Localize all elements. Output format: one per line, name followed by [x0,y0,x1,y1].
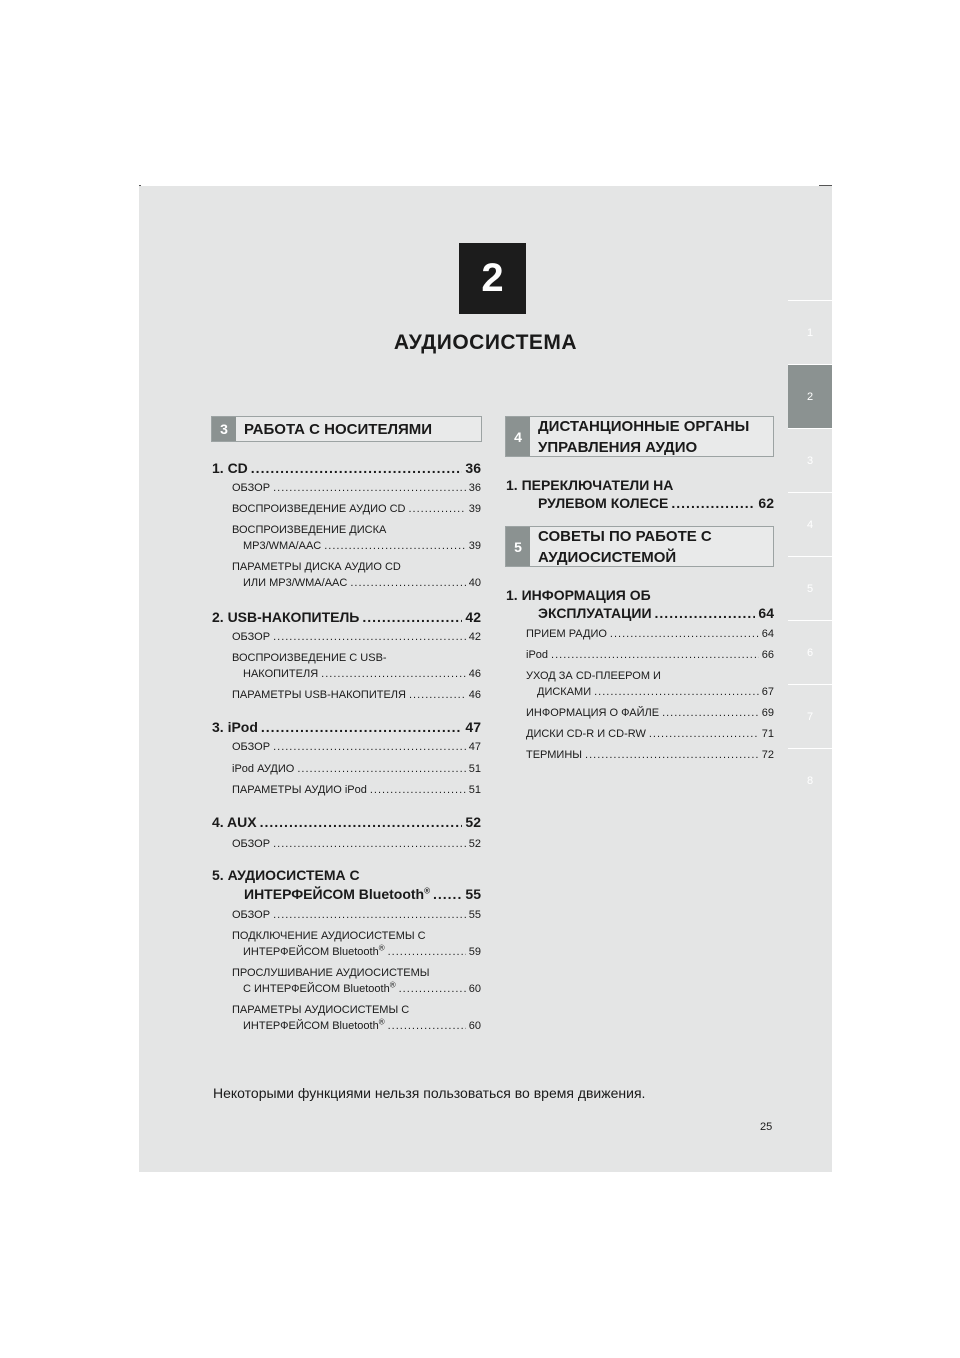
toc-entry-radio[interactable] [526,628,774,640]
entry-page: 47 [465,719,481,735]
entry-page: 39 [468,503,481,515]
leader-dots [399,983,466,995]
toc-entry-bt-listen[interactable] [243,980,481,995]
entry-page: 40 [468,577,481,589]
entry-title: iPod [526,649,549,661]
chapter-title: АУДИОСИСТЕМА [393,331,578,354]
toc-entry-ipod-params[interactable] [232,784,481,796]
toc-entry-file[interactable] [526,707,774,719]
toc-entry-ipod-info[interactable] [526,649,774,661]
entry-title: НАКОПИТЕЛЯ [243,668,319,680]
toc-entry-steer[interactable] [538,495,774,511]
entry-title: 4. AUX [212,814,257,830]
leader-dots [260,814,463,830]
toc-entry-info[interactable] [538,605,774,621]
entry-title: ПАРАМЕТРЫ АУДИО iPod [232,784,367,796]
entry-title: ОБЗОР [232,909,271,921]
toc-entry-cd-overview[interactable] [232,482,481,494]
toc-entry-bt-connect-line1[interactable]: ПОДКЛЮЧЕНИЕ АУДИОСИСТЕМЫ С [232,930,426,942]
entry-title: ОБЗОР [232,482,271,494]
toc-entry-usb-overview[interactable] [232,631,481,643]
toc-entry-cd-params[interactable] [243,577,481,589]
entry-title: ИНФОРМАЦИЯ О ФАЙЛЕ [526,707,660,719]
entry-title: ИНТЕРФЕЙСОМ Bluetooth® [244,886,430,902]
side-tab-5[interactable]: 5 [788,556,832,620]
entry-page: 55 [468,909,481,921]
entry-title: ТЕРМИНЫ [526,749,583,761]
crop-mark-tl [139,185,141,186]
chapter-number-box [459,243,526,314]
entry-title: ДИСКИ CD-R И CD-RW [526,728,646,740]
section-5-header [505,526,774,567]
leader-dots [370,784,466,796]
side-tab-4[interactable]: 4 [788,492,832,556]
entry-title: ИЛИ MP3/WMA/AAC [243,577,348,589]
side-tab-8[interactable]: 8 [788,748,832,812]
entry-title: ОБЗОР [232,631,271,643]
entry-title: 3. iPod [212,719,258,735]
side-tab-7[interactable]: 7 [788,684,832,748]
leader-dots [297,763,465,775]
leader-dots [409,503,466,515]
toc-entry-bt-params-line1[interactable]: ПАРАМЕТРЫ АУДИОСИСТЕМЫ С [232,1004,410,1016]
entry-page: 52 [465,814,481,830]
toc-entry-bt-overview[interactable] [232,909,481,921]
section-title: СОВЕТЫ ПО РАБОТЕ С АУДИОСИСТЕМОЙ [538,527,712,566]
side-tab-6[interactable]: 6 [788,620,832,684]
toc-entry-cd-params-line1[interactable]: ПАРАМЕТРЫ ДИСКА АУДИО CD [232,561,401,573]
side-tab-3[interactable]: 3 [788,428,832,492]
entry-title: ИНТЕРФЕЙСОМ Bluetooth® [243,1017,385,1032]
side-tab-2[interactable]: 2 [788,364,832,428]
toc-entry-aux[interactable] [212,814,481,830]
toc-entry-steer-line1[interactable]: 1. ПЕРЕКЛЮЧАТЕЛИ НА [506,477,674,493]
entry-page: 71 [761,728,774,740]
chapter-number: 2 [481,256,504,300]
section-title: ДИСТАНЦИОННЫЕ ОРГАНЫ УПРАВЛЕНИЯ АУДИО [538,417,750,456]
entry-page: 46 [468,668,481,680]
section-3-header [211,416,482,442]
entry-page: 46 [468,689,481,701]
leader-dots [350,577,465,589]
entry-title: MP3/WMA/AAC [243,540,322,552]
section-number: 3 [212,417,236,441]
entry-page: 72 [761,749,774,761]
toc-entry-info-line1[interactable]: 1. ИНФОРМАЦИЯ ОБ [506,587,651,603]
entry-title: С ИНТЕРФЕЙСОМ Bluetooth® [243,980,396,995]
entry-page: 62 [758,495,774,511]
entry-page: 59 [468,946,481,958]
entry-page: 52 [468,838,481,850]
toc-entry-aux-overview[interactable] [232,838,481,850]
toc-entry-cd[interactable] [212,460,481,476]
leader-dots [273,838,466,850]
section-number: 5 [506,527,530,566]
section-number: 4 [506,417,530,456]
entry-title: ДИСКАМИ [537,686,592,698]
entry-title: РУЛЕВОМ КОЛЕСЕ [538,495,669,511]
entry-page: 60 [468,983,481,995]
entry-title: 2. USB-НАКОПИТЕЛЬ [212,609,360,625]
toc-entry-bt-listen-line1[interactable]: ПРОСЛУШИВАНИЕ АУДИОСИСТЕМЫ [232,967,430,979]
footer-note: Некоторыми функциями нельзя пользоваться во время движения. [213,1085,646,1101]
entry-title: iPod АУДИО [232,763,295,775]
entry-page: 42 [465,609,481,625]
entry-title: ПАРАМЕТРЫ USB-НАКОПИТЕЛЯ [232,689,406,701]
toc-entry-ipod[interactable] [212,719,481,735]
entry-page: 64 [761,628,774,640]
section-4-header [505,416,774,457]
leader-dots [655,605,756,621]
leader-dots [273,909,466,921]
leader-dots [324,540,466,552]
leader-dots [251,460,463,476]
leader-dots [433,886,462,902]
page-number: 25 [760,1121,773,1133]
entry-title: ИНТЕРФЕЙСОМ Bluetooth® [243,943,385,958]
entry-page: 55 [465,886,481,902]
toc-entry-ipod-overview[interactable] [232,741,481,753]
leader-dots [409,689,466,701]
entry-page: 47 [468,741,481,753]
entry-page: 39 [468,540,481,552]
toc-entry-usb[interactable] [212,609,481,625]
toc-entry-bt-line1[interactable]: 5. АУДИОСИСТЕМА С [212,867,360,883]
leader-dots [594,686,759,698]
entry-page: 64 [758,605,774,621]
leader-dots [321,668,466,680]
toc-entry-cd-mp3[interactable] [243,540,481,552]
entry-title: ВОСПРОИЗВЕДЕНИЕ АУДИО CD [232,503,406,515]
entry-title: ОБЗОР [232,838,271,850]
leader-dots [551,649,759,661]
entry-page: 66 [761,649,774,661]
entry-page: 60 [468,1020,481,1032]
leader-dots [610,628,759,640]
toc-entry-cd-mp3-line1[interactable]: ВОСПРОИЗВЕДЕНИЕ ДИСКА [232,524,387,536]
leader-dots [662,707,759,719]
toc-entry-bt-params[interactable] [243,1017,481,1032]
crop-mark-tr [819,185,832,186]
section-title: РАБОТА С НОСИТЕЛЯМИ [244,420,433,438]
toc-entry-cdr[interactable] [526,728,774,740]
side-tab-1[interactable]: 1 [788,300,832,364]
entry-title: ПРИЕМ РАДИО [526,628,607,640]
entry-title: ЭКСПЛУАТАЦИИ [538,605,652,621]
leader-dots [273,741,466,753]
entry-page: 67 [761,686,774,698]
entry-page: 42 [468,631,481,643]
toc-entry-terms[interactable] [526,749,774,761]
leader-dots [362,609,462,625]
entry-page: 51 [468,784,481,796]
entry-page: 36 [468,482,481,494]
toc-entry-usb-params[interactable] [232,689,481,701]
entry-title: ОБЗОР [232,741,271,753]
toc-entry-ipod-audio[interactable] [232,763,481,775]
toc-entry-usb-play-line1[interactable]: ВОСПРОИЗВЕДЕНИЕ С USB- [232,652,387,664]
entry-page: 51 [468,763,481,775]
entry-page: 36 [465,460,481,476]
toc-entry-cd-play[interactable] [232,503,481,515]
entry-title: 1. CD [212,460,248,476]
leader-dots [671,495,755,511]
toc-entry-bt[interactable] [244,886,481,902]
toc-entry-bt-connect[interactable] [243,943,481,958]
leader-dots [649,728,759,740]
leader-dots [261,719,463,735]
entry-page: 69 [761,707,774,719]
leader-dots [388,946,466,958]
leader-dots [585,749,759,761]
toc-entry-usb-play[interactable] [243,668,481,680]
toc-entry-care[interactable] [537,686,774,698]
leader-dots [273,631,466,643]
leader-dots [388,1020,466,1032]
leader-dots [273,482,466,494]
toc-entry-care-line1[interactable]: УХОД ЗА CD-ПЛЕЕРОМ И [526,670,661,682]
